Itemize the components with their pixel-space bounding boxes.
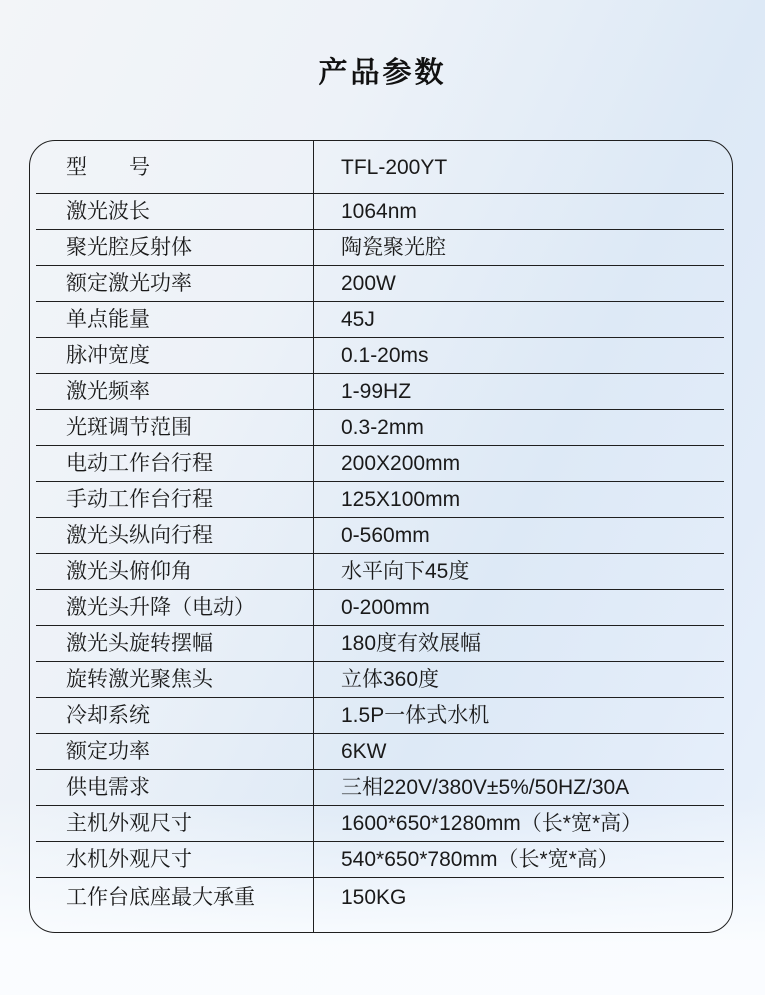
table-row (30, 265, 732, 301)
spec-label: 聚光腔反射体 (66, 235, 192, 259)
spec-value: 三相220V/380V±5%/50HZ/30A (341, 775, 630, 799)
spec-label-cell (30, 481, 314, 517)
spec-label-cell (30, 517, 314, 553)
spec-label: 激光头升降（电动） (66, 595, 255, 619)
spec-value: TFL-200YT (341, 155, 448, 179)
table-row (30, 841, 732, 877)
spec-label: 手动工作台行程 (66, 487, 213, 511)
spec-label: 主机外观尺寸 (66, 811, 192, 835)
table-row (30, 769, 732, 805)
table-row (30, 805, 732, 841)
spec-value: 6KW (341, 739, 387, 763)
spec-value: 0-200mm (341, 595, 430, 619)
spec-label: 供电需求 (66, 775, 150, 799)
spec-label-cell (30, 229, 314, 265)
table-row (30, 409, 732, 445)
spec-value-cell (314, 481, 732, 517)
spec-label: 激光头纵向行程 (66, 523, 213, 547)
spec-value-cell (314, 141, 732, 193)
spec-value: 0-560mm (341, 523, 430, 547)
spec-label-cell (30, 697, 314, 733)
spec-value-cell (314, 337, 732, 373)
spec-value: 1-99HZ (341, 379, 412, 403)
table-row (30, 445, 732, 481)
spec-label: 型 号 (66, 155, 150, 179)
spec-label-cell (30, 877, 314, 932)
table-row (30, 553, 732, 589)
spec-value: 1.5P一体式水机 (341, 703, 490, 727)
spec-label: 冷却系统 (66, 703, 150, 727)
spec-label-cell (30, 337, 314, 373)
spec-value-cell (314, 697, 732, 733)
spec-value-cell (314, 517, 732, 553)
spec-value-cell (314, 589, 732, 625)
spec-value-cell (314, 193, 732, 229)
spec-label: 水机外观尺寸 (66, 847, 192, 871)
spec-label-cell (30, 841, 314, 877)
spec-label-cell (30, 805, 314, 841)
spec-label-cell (30, 301, 314, 337)
spec-label-cell (30, 589, 314, 625)
table-row (30, 481, 732, 517)
spec-value-cell (314, 373, 732, 409)
spec-label-cell (30, 553, 314, 589)
spec-value-cell (314, 409, 732, 445)
table-row (30, 301, 732, 337)
spec-value-cell (314, 553, 732, 589)
spec-value-cell (314, 769, 732, 805)
spec-label-cell (30, 265, 314, 301)
spec-value-cell (314, 625, 732, 661)
spec-label-cell (30, 661, 314, 697)
spec-label: 光斑调节范围 (66, 415, 192, 439)
spec-value: 0.3-2mm (341, 415, 424, 439)
spec-value: 125X100mm (341, 487, 461, 511)
table-row (30, 589, 732, 625)
spec-label: 激光频率 (66, 379, 150, 403)
spec-value: 1600*650*1280mm（长*宽*高） (341, 811, 643, 835)
spec-label: 激光头旋转摆幅 (66, 631, 213, 655)
spec-value-cell (314, 805, 732, 841)
spec-label: 工作台底座最大承重 (66, 886, 255, 909)
spec-label: 电动工作台行程 (66, 451, 213, 475)
spec-label-cell (30, 769, 314, 805)
spec-value-cell (314, 445, 732, 481)
table-row (30, 625, 732, 661)
spec-value: 180度有效展幅 (341, 631, 482, 655)
table-row (30, 373, 732, 409)
table-row (30, 697, 732, 733)
spec-value: 150KG (341, 886, 407, 909)
spec-label-cell (30, 445, 314, 481)
table-row (30, 337, 732, 373)
spec-value-cell (314, 733, 732, 769)
spec-label: 激光头俯仰角 (66, 559, 192, 583)
spec-value: 0.1-20ms (341, 343, 429, 367)
spec-value: 立体360度 (341, 667, 440, 691)
spec-value-cell (314, 265, 732, 301)
spec-value: 200W (341, 271, 396, 295)
spec-value: 水平向下45度 (341, 559, 470, 583)
spec-value: 45J (341, 307, 375, 331)
spec-label: 旋转激光聚焦头 (66, 667, 213, 691)
spec-value: 1064nm (341, 199, 417, 223)
spec-label-cell (30, 373, 314, 409)
spec-label-cell (30, 625, 314, 661)
table-row (30, 193, 732, 229)
table-row (30, 661, 732, 697)
table-row (30, 517, 732, 553)
spec-label-cell (30, 733, 314, 769)
spec-value-cell (314, 877, 732, 932)
table-row (30, 877, 732, 932)
spec-label-cell (30, 409, 314, 445)
spec-label-cell (30, 141, 314, 193)
table-row (30, 141, 732, 193)
spec-label-cell (30, 193, 314, 229)
spec-label: 单点能量 (66, 307, 150, 331)
spec-label: 额定激光功率 (66, 271, 192, 295)
table-row (30, 733, 732, 769)
spec-value-cell (314, 661, 732, 697)
spec-label: 脉冲宽度 (66, 343, 150, 367)
page-title: 产品参数 (318, 57, 447, 89)
spec-value-cell (314, 301, 732, 337)
spec-label: 额定功率 (66, 739, 150, 763)
spec-value-cell (314, 841, 732, 877)
spec-table (29, 140, 733, 933)
spec-value: 540*650*780mm（长*宽*高） (341, 847, 619, 871)
spec-label: 激光波长 (66, 199, 150, 223)
spec-value: 200X200mm (341, 451, 461, 475)
spec-value-cell (314, 229, 732, 265)
spec-value: 陶瓷聚光腔 (341, 235, 446, 259)
table-row (30, 229, 732, 265)
